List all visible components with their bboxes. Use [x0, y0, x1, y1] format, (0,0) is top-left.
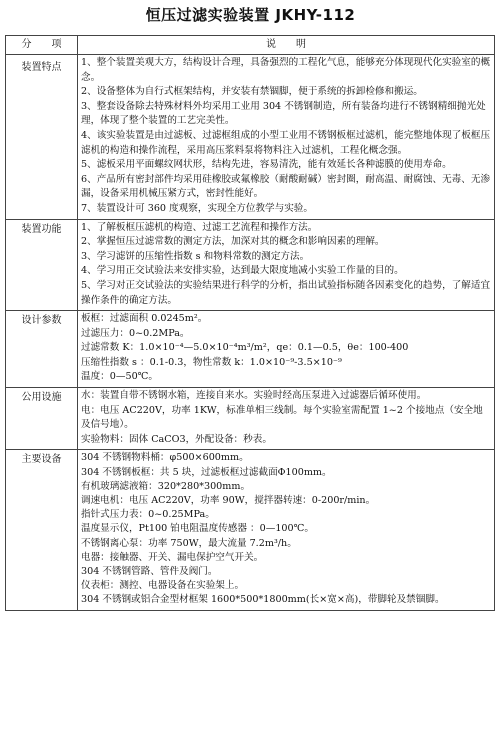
description-line: 304 不锈钢物料桶：φ500×600mm。 — [81, 452, 249, 464]
description-line: 实验物料：固体 CaCO3，外配设备：秒表。 — [81, 433, 272, 445]
description-line: 电器：接触器、开关、漏电保护空气开关。 — [81, 551, 264, 563]
table-row — [6, 311, 495, 388]
description-line: 仪表柜：测控、电器设备在实验架上。 — [81, 580, 245, 592]
description-line: 电：电压 AC220V，功率 1KW，标准单相三线制。每个实验室需配置 1~2 个接地点（安全地及信号地）。 — [81, 404, 483, 431]
row-category-functions: 装置功能 — [6, 219, 78, 311]
description-line: 6、产品所有密封部件均采用硅橡胶或氟橡胶（耐酸耐碱）密封圈，耐高温、耐腐蚀、无毒、无渗漏，设备采用机械压紧方式，密封性能好。 — [81, 173, 491, 200]
description-line: 2、设备整体为自行式框架结构，并安装有禁锢脚，便于系统的拆卸检修和搬运。 — [81, 86, 423, 98]
description-line: 板框：过滤面积 0.0245m²。 — [81, 313, 208, 325]
description-line: 4、该实验装置是由过滤板、过滤框组成的小型工业用不锈钢板框过滤机，能完整地体现了板框压滤机的构造和操作流程，采用高压浆料泵将物料注入过滤机，工程化概念强。 — [81, 129, 491, 156]
description-line: 有机玻璃滤液箱：320*280*300mm。 — [81, 480, 251, 492]
description-line: 5、学习对正交试验法的实验结果进行科学的分析，指出试验指标随各因素变化的趋势，了解适宜操作条件的确定方法。 — [81, 279, 491, 306]
row-category-equipment: 主要设备 — [6, 450, 78, 610]
description-line: 温度显示仪，Pt100 铂电阻温度传感器 ：0—100℃。 — [81, 523, 314, 535]
header-category: 分 项 — [6, 36, 78, 55]
description-line: 压缩性指数 s ：0.1-0.3，物性常数 k：1.0×10⁻⁹-3.5×10⁻⁹ — [81, 356, 342, 368]
description-line: 过滤常数 K：1.0×10⁻⁴—5.0×10⁻⁴m³/m²，qe：0.1—0.5，θe：100-400 — [81, 342, 409, 354]
description-line: 3、整套设备除去特殊材料外均采用工业用 304 不锈钢制造，所有装备均进行不锈钢精细抛光处理，体现了整个装置的工艺完美性。 — [81, 100, 486, 127]
row-description-utilities — [78, 388, 495, 450]
description-line: 304 不锈钢或铝合金型材框架 1600*500*1800mm(长×宽×高)，带脚轮及禁锢脚。 — [81, 594, 445, 606]
description-line: 2、掌握恒压过滤常数的测定方法，加深对其的概念和影响因素的理解。 — [81, 236, 385, 248]
table-row — [6, 450, 495, 610]
header-description: 说 明 — [78, 36, 495, 55]
table-row — [6, 219, 495, 311]
spec-table — [5, 35, 495, 611]
description-line: 水：装置自带不锈钢水箱，连接自来水。实验时经高压泵进入过滤器后循环使用。 — [81, 390, 427, 402]
description-line: 过滤压力：0~0.2MPa。 — [81, 327, 190, 339]
row-description-functions — [78, 219, 495, 311]
table-row — [6, 388, 495, 450]
description-line: 5、滤板采用平面螺纹网状形，结构先进，容易清洗，能有效延长各种滤膜的使用寿命。 — [81, 159, 452, 171]
description-line: 温度：0—50℃。 — [81, 371, 159, 383]
document-title: 恒压过滤实验装置 JKHY-112 — [145, 6, 356, 24]
row-category-parameters: 设计参数 — [6, 311, 78, 388]
description-line: 调速电机：电压 AC220V，功率 90W，搅拌器转速：0-200r/min。 — [81, 495, 376, 507]
table-header-row — [6, 36, 495, 55]
description-line: 7、装置设计可 360 度观察，实现全方位教学与实验。 — [81, 202, 313, 214]
description-line: 304 不锈钢管路、管件及阀门。 — [81, 566, 218, 578]
description-line: 4、学习用正交试验法来安排实验，达到最大限度地减小实验工作量的目的。 — [81, 265, 404, 277]
row-description-equipment — [78, 450, 495, 610]
table-row — [6, 55, 495, 220]
description-line: 1、整个装置美观大方，结构设计合理，具备强烈的工程化气息，能够充分体现现代化实验室的概念。 — [81, 57, 491, 83]
row-description-features — [78, 55, 495, 220]
description-line: 304 不锈钢板框：共 5 块，过滤板框过滤截面Φ100mm。 — [81, 466, 332, 478]
row-description-parameters — [78, 311, 495, 388]
description-line: 3、学习滤饼的压缩性指数 s 和物料常数的测定方法。 — [81, 250, 310, 262]
description-line: 指针式压力表：0~0.25MPa。 — [81, 509, 215, 521]
description-line: 不锈钢离心泵：功率 750W，最大流量 7.2m³/h。 — [81, 537, 297, 549]
row-category-utilities: 公用设施 — [6, 388, 78, 450]
description-line: 1、了解板框压滤机的构造、过滤工艺流程和操作方法。 — [81, 221, 318, 233]
row-category-features: 装置特点 — [6, 55, 78, 220]
